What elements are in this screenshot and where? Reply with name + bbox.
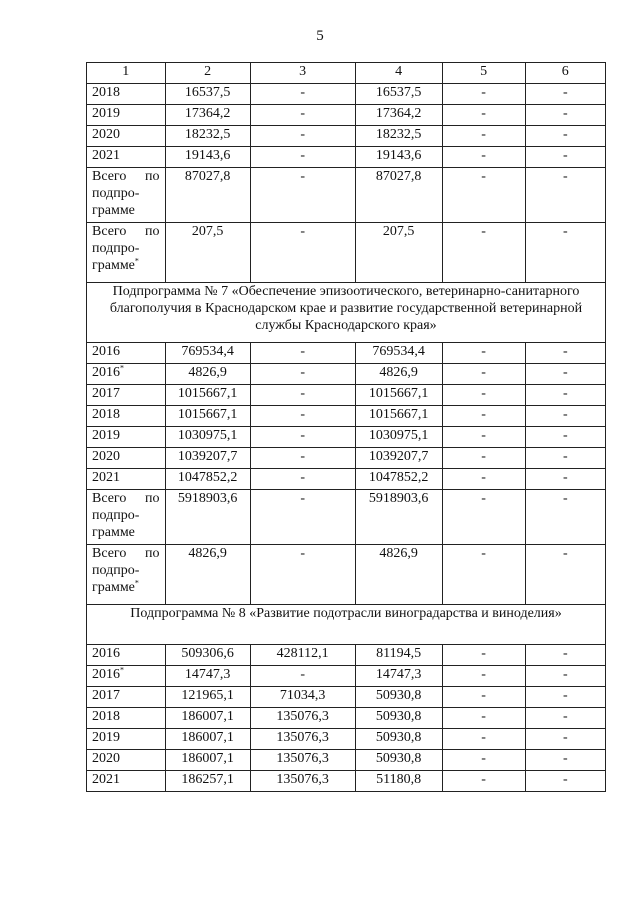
amount-cell: 4826,9 bbox=[165, 545, 250, 605]
empty-value-cell: - bbox=[442, 687, 525, 708]
amount-cell: 1047852,2 bbox=[355, 469, 442, 490]
empty-value-cell: - bbox=[250, 490, 355, 545]
row-label: 2019 bbox=[92, 428, 120, 443]
empty-value-cell: - bbox=[250, 147, 355, 168]
subprogram-header-row bbox=[87, 283, 606, 343]
row-label: 2021 bbox=[92, 772, 120, 787]
empty-value-cell: - bbox=[442, 750, 525, 771]
empty-value-cell: - bbox=[442, 147, 525, 168]
empty-value-cell: - bbox=[525, 223, 605, 283]
table-row bbox=[87, 545, 606, 605]
table-row bbox=[87, 126, 606, 147]
page-number: 5 bbox=[316, 28, 324, 44]
row-label: 2019 bbox=[92, 730, 120, 745]
empty-value-cell: - bbox=[442, 469, 525, 490]
empty-value-cell: - bbox=[525, 385, 605, 406]
empty-value-cell: - bbox=[250, 223, 355, 283]
year-cell bbox=[87, 84, 166, 105]
amount-cell: 81194,5 bbox=[355, 645, 442, 666]
empty-value-cell: - bbox=[250, 126, 355, 147]
amount-cell: 4826,9 bbox=[355, 545, 442, 605]
year-cell bbox=[87, 126, 166, 147]
amount-cell: 71034,3 bbox=[250, 687, 355, 708]
empty-value-cell: - bbox=[250, 343, 355, 364]
row-label: 2017 bbox=[92, 386, 120, 401]
column-header: 1 bbox=[87, 63, 166, 84]
row-label: 2016 bbox=[92, 646, 120, 661]
amount-cell: 17364,2 bbox=[165, 105, 250, 126]
row-label: 2018 bbox=[92, 85, 120, 100]
amount-cell: 509306,6 bbox=[165, 645, 250, 666]
empty-value-cell: - bbox=[442, 645, 525, 666]
amount-cell: 186007,1 bbox=[165, 729, 250, 750]
table-row bbox=[87, 708, 606, 729]
budget-table-body bbox=[87, 63, 606, 792]
amount-cell: 135076,3 bbox=[250, 708, 355, 729]
amount-cell: 207,5 bbox=[355, 223, 442, 283]
subprogram-title: Подпрограмма № 8 «Развитие подотрасли виноградарства и виноделия» bbox=[87, 605, 606, 645]
subprogram-title: Подпрограмма № 7 «Обеспечение эпизоотического, ветеринарно-санитарного благополучия в Краснодарском крае и развитие государственной ветеринарной службы Краснодарского края» bbox=[87, 283, 606, 343]
column-header: 6 bbox=[525, 63, 605, 84]
empty-value-cell: - bbox=[525, 105, 605, 126]
amount-cell: 14747,3 bbox=[355, 666, 442, 687]
column-header: 3 bbox=[250, 63, 355, 84]
table-row bbox=[87, 84, 606, 105]
empty-value-cell: - bbox=[442, 168, 525, 223]
empty-value-cell: - bbox=[525, 687, 605, 708]
total-label-cell bbox=[87, 168, 166, 223]
empty-value-cell: - bbox=[525, 406, 605, 427]
amount-cell: 5918903,6 bbox=[165, 490, 250, 545]
row-label: Всего по подпро-грамме bbox=[92, 546, 160, 595]
amount-cell: 1039207,7 bbox=[355, 448, 442, 469]
year-cell bbox=[87, 448, 166, 469]
empty-value-cell: - bbox=[250, 448, 355, 469]
row-label: 2021 bbox=[92, 148, 120, 163]
year-cell bbox=[87, 750, 166, 771]
amount-cell: 769534,4 bbox=[165, 343, 250, 364]
year-cell bbox=[87, 105, 166, 126]
amount-cell: 16537,5 bbox=[165, 84, 250, 105]
amount-cell: 1030975,1 bbox=[355, 427, 442, 448]
empty-value-cell: - bbox=[525, 729, 605, 750]
empty-value-cell: - bbox=[442, 771, 525, 792]
table-row bbox=[87, 147, 606, 168]
amount-cell: 50930,8 bbox=[355, 750, 442, 771]
year-cell bbox=[87, 645, 166, 666]
empty-value-cell: - bbox=[442, 343, 525, 364]
amount-cell: 135076,3 bbox=[250, 750, 355, 771]
empty-value-cell: - bbox=[250, 168, 355, 223]
year-cell bbox=[87, 147, 166, 168]
budget-table bbox=[86, 62, 606, 792]
amount-cell: 50930,8 bbox=[355, 708, 442, 729]
row-label: 2018 bbox=[92, 709, 120, 724]
amount-cell: 50930,8 bbox=[355, 729, 442, 750]
amount-cell: 5918903,6 bbox=[355, 490, 442, 545]
amount-cell: 19143,6 bbox=[165, 147, 250, 168]
empty-value-cell: - bbox=[525, 666, 605, 687]
empty-value-cell: - bbox=[250, 545, 355, 605]
empty-value-cell: - bbox=[525, 708, 605, 729]
amount-cell: 1030975,1 bbox=[165, 427, 250, 448]
row-label: 2016 bbox=[92, 344, 120, 359]
year-cell bbox=[87, 666, 166, 687]
year-cell bbox=[87, 729, 166, 750]
empty-value-cell: - bbox=[525, 364, 605, 385]
total-label-cell bbox=[87, 490, 166, 545]
empty-value-cell: - bbox=[442, 666, 525, 687]
empty-value-cell: - bbox=[525, 469, 605, 490]
amount-cell: 1015667,1 bbox=[165, 406, 250, 427]
table-header-row bbox=[87, 63, 606, 84]
table-row bbox=[87, 729, 606, 750]
table-row bbox=[87, 490, 606, 545]
row-label: Всего по подпро-грамме bbox=[92, 224, 160, 273]
empty-value-cell: - bbox=[442, 385, 525, 406]
empty-value-cell: - bbox=[525, 645, 605, 666]
empty-value-cell: - bbox=[442, 223, 525, 283]
empty-value-cell: - bbox=[250, 105, 355, 126]
table-row bbox=[87, 406, 606, 427]
empty-value-cell: - bbox=[442, 708, 525, 729]
empty-value-cell: - bbox=[442, 729, 525, 750]
year-cell bbox=[87, 708, 166, 729]
amount-cell: 135076,3 bbox=[250, 771, 355, 792]
empty-value-cell: - bbox=[525, 147, 605, 168]
empty-value-cell: - bbox=[442, 126, 525, 147]
table-row bbox=[87, 771, 606, 792]
amount-cell: 4826,9 bbox=[165, 364, 250, 385]
empty-value-cell: - bbox=[525, 168, 605, 223]
amount-cell: 1015667,1 bbox=[355, 385, 442, 406]
amount-cell: 19143,6 bbox=[355, 147, 442, 168]
amount-cell: 428112,1 bbox=[250, 645, 355, 666]
table-row bbox=[87, 223, 606, 283]
amount-cell: 87027,8 bbox=[165, 168, 250, 223]
amount-cell: 87027,8 bbox=[355, 168, 442, 223]
amount-cell: 186007,1 bbox=[165, 708, 250, 729]
footnote-mark: * bbox=[134, 256, 139, 266]
row-label: 2017 bbox=[92, 688, 120, 703]
table-row bbox=[87, 750, 606, 771]
empty-value-cell: - bbox=[525, 84, 605, 105]
row-label: 2019 bbox=[92, 106, 120, 121]
year-cell bbox=[87, 771, 166, 792]
amount-cell: 17364,2 bbox=[355, 105, 442, 126]
amount-cell: 18232,5 bbox=[165, 126, 250, 147]
amount-cell: 50930,8 bbox=[355, 687, 442, 708]
empty-value-cell: - bbox=[442, 364, 525, 385]
year-cell bbox=[87, 687, 166, 708]
year-cell bbox=[87, 469, 166, 490]
table-row bbox=[87, 343, 606, 364]
subprogram-header-row bbox=[87, 605, 606, 645]
empty-value-cell: - bbox=[442, 105, 525, 126]
table-row bbox=[87, 168, 606, 223]
amount-cell: 135076,3 bbox=[250, 729, 355, 750]
footnote-mark: * bbox=[134, 578, 139, 588]
year-cell bbox=[87, 364, 166, 385]
empty-value-cell: - bbox=[442, 448, 525, 469]
year-cell bbox=[87, 385, 166, 406]
amount-cell: 1039207,7 bbox=[165, 448, 250, 469]
table-row bbox=[87, 469, 606, 490]
column-header: 2 bbox=[165, 63, 250, 84]
amount-cell: 4826,9 bbox=[355, 364, 442, 385]
table-row bbox=[87, 427, 606, 448]
table-row bbox=[87, 645, 606, 666]
empty-value-cell: - bbox=[442, 545, 525, 605]
row-label: 2020 bbox=[92, 127, 120, 142]
empty-value-cell: - bbox=[442, 427, 525, 448]
empty-value-cell: - bbox=[442, 406, 525, 427]
row-label: 2016 bbox=[92, 365, 120, 380]
table-row bbox=[87, 666, 606, 687]
amount-cell: 1015667,1 bbox=[355, 406, 442, 427]
empty-value-cell: - bbox=[442, 84, 525, 105]
column-header: 4 bbox=[355, 63, 442, 84]
empty-value-cell: - bbox=[525, 750, 605, 771]
empty-value-cell: - bbox=[525, 490, 605, 545]
amount-cell: 18232,5 bbox=[355, 126, 442, 147]
year-cell bbox=[87, 427, 166, 448]
total-label-cell bbox=[87, 223, 166, 283]
amount-cell: 207,5 bbox=[165, 223, 250, 283]
amount-cell: 121965,1 bbox=[165, 687, 250, 708]
footnote-mark: * bbox=[120, 363, 124, 373]
amount-cell: 769534,4 bbox=[355, 343, 442, 364]
year-cell bbox=[87, 406, 166, 427]
amount-cell: 51180,8 bbox=[355, 771, 442, 792]
amount-cell: 1015667,1 bbox=[165, 385, 250, 406]
row-label: Всего по подпро-грамме bbox=[92, 169, 160, 218]
empty-value-cell: - bbox=[525, 771, 605, 792]
row-label: 2018 bbox=[92, 407, 120, 422]
row-label: Всего по подпро-грамме bbox=[92, 491, 160, 540]
empty-value-cell: - bbox=[250, 427, 355, 448]
empty-value-cell: - bbox=[250, 364, 355, 385]
row-label: 2021 bbox=[92, 470, 120, 485]
amount-cell: 186257,1 bbox=[165, 771, 250, 792]
footnote-mark: * bbox=[120, 665, 124, 675]
empty-value-cell: - bbox=[250, 84, 355, 105]
row-label: 2016 bbox=[92, 667, 120, 682]
total-label-cell bbox=[87, 545, 166, 605]
table-row bbox=[87, 448, 606, 469]
table-row bbox=[87, 364, 606, 385]
empty-value-cell: - bbox=[250, 666, 355, 687]
amount-cell: 16537,5 bbox=[355, 84, 442, 105]
empty-value-cell: - bbox=[250, 406, 355, 427]
empty-value-cell: - bbox=[525, 343, 605, 364]
row-label: 2020 bbox=[92, 751, 120, 766]
amount-cell: 1047852,2 bbox=[165, 469, 250, 490]
empty-value-cell: - bbox=[442, 490, 525, 545]
row-label: 2020 bbox=[92, 449, 120, 464]
empty-value-cell: - bbox=[525, 427, 605, 448]
empty-value-cell: - bbox=[250, 385, 355, 406]
amount-cell: 14747,3 bbox=[165, 666, 250, 687]
column-header: 5 bbox=[442, 63, 525, 84]
empty-value-cell: - bbox=[525, 448, 605, 469]
table-row bbox=[87, 385, 606, 406]
empty-value-cell: - bbox=[525, 126, 605, 147]
table-row bbox=[87, 105, 606, 126]
amount-cell: 186007,1 bbox=[165, 750, 250, 771]
table-row bbox=[87, 687, 606, 708]
empty-value-cell: - bbox=[525, 545, 605, 605]
year-cell bbox=[87, 343, 166, 364]
empty-value-cell: - bbox=[250, 469, 355, 490]
